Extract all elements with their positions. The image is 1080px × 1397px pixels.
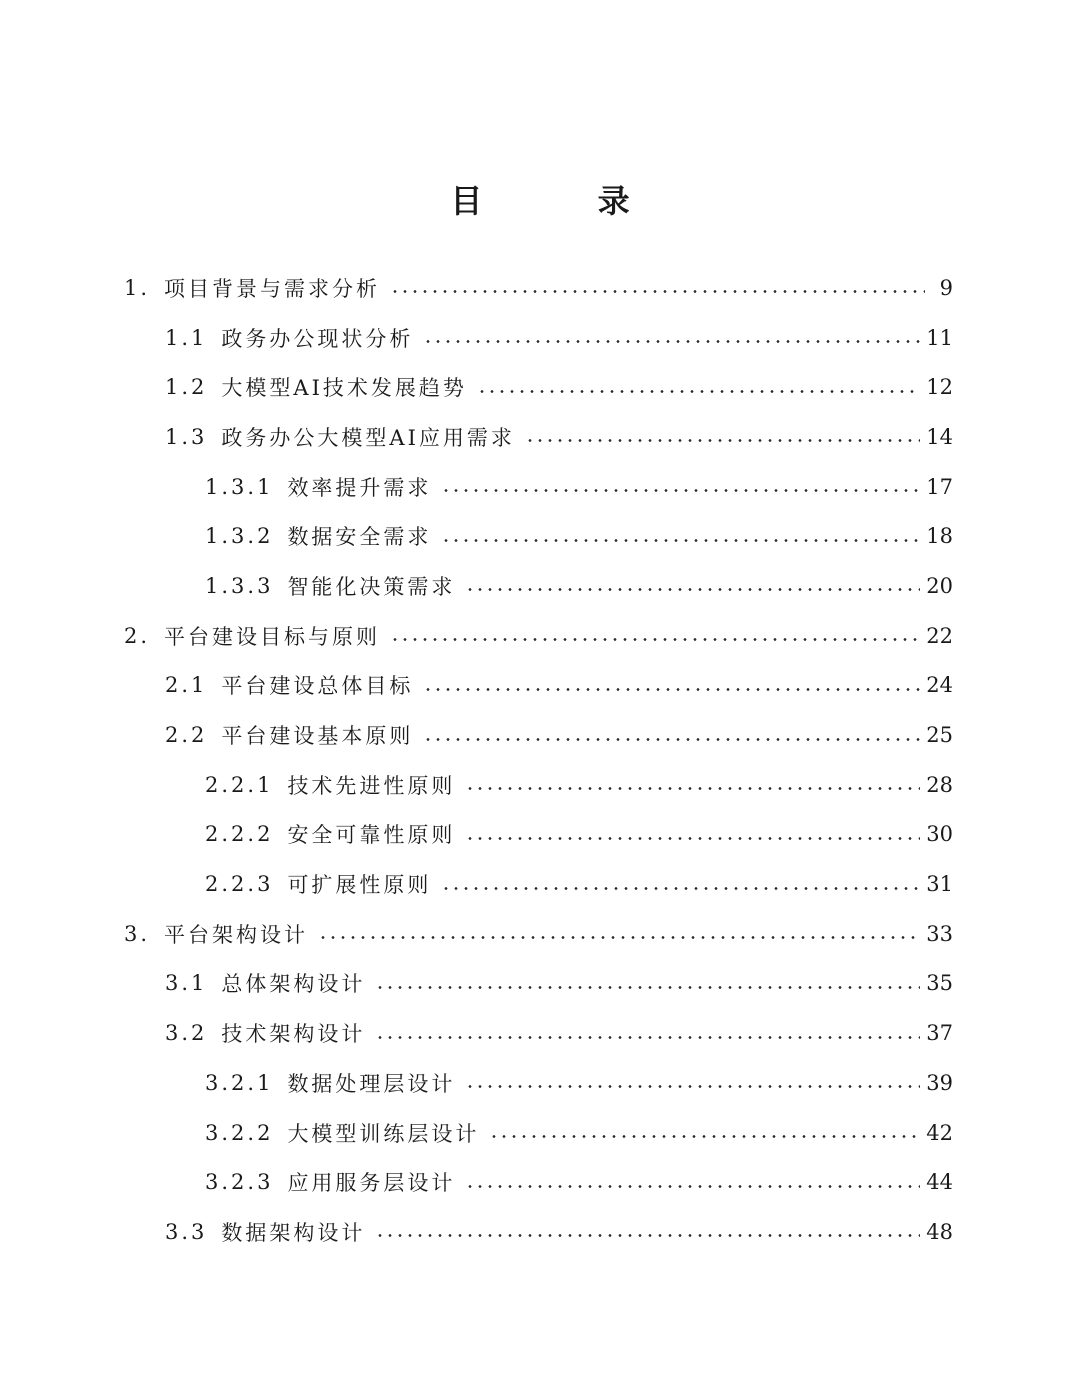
toc-entry-number: 1.3.2 (205, 524, 274, 549)
toc-entry-title: 数据处理层设计 (287, 1071, 456, 1096)
toc-entry[interactable] (0, 1008, 1080, 1058)
dot-leader (318, 936, 920, 939)
dot-leader (375, 986, 920, 989)
toc-entry-number: 3.3 (165, 1219, 208, 1244)
toc-entry[interactable] (0, 1108, 1080, 1158)
toc-entry-title: 大模型AI技术发展趋势 (221, 376, 467, 401)
toc-page-number: 44 (926, 1170, 953, 1195)
toc-entry-title: 平台建设基本原则 (221, 724, 414, 749)
toc-entry-title: 效率提升需求 (287, 475, 432, 500)
toc-entry-title: 可扩展性原则 (287, 873, 432, 898)
dot-leader (441, 887, 920, 890)
dot-leader (423, 340, 920, 343)
toc-entry[interactable] (0, 412, 1080, 462)
toc-entry-title: 平台建设目标与原则 (164, 624, 381, 649)
toc-entry-number: 2.1 (165, 673, 208, 698)
toc-entry-number: 1.1 (165, 325, 208, 350)
toc-title: 目 录 (450, 182, 682, 221)
toc-entry[interactable] (0, 611, 1080, 661)
dot-leader (477, 390, 920, 393)
toc-entry-number: 1. (124, 275, 151, 300)
toc-entry-number: 2.2.3 (205, 872, 274, 897)
dot-leader (423, 738, 920, 741)
dot-leader (465, 1185, 920, 1188)
dot-leader (423, 688, 920, 691)
toc-page-number: 14 (926, 424, 953, 449)
dot-leader (465, 787, 920, 790)
toc-page-number: 39 (926, 1070, 953, 1095)
toc-entry-title: 安全可靠性原则 (287, 823, 456, 848)
toc-page-number: 20 (926, 573, 953, 598)
toc-entry-title: 大模型训练层设计 (287, 1121, 480, 1146)
toc-entry-title: 政务办公大模型AI应用需求 (221, 425, 515, 450)
toc-page-number: 24 (926, 673, 953, 698)
dot-leader (441, 539, 920, 542)
toc-page-number: 22 (926, 623, 953, 648)
toc-entry-number: 2.2 (165, 723, 208, 748)
toc-entry[interactable] (0, 710, 1080, 760)
toc-page-number: 12 (926, 375, 953, 400)
toc-entry-number: 2.2.1 (205, 772, 274, 797)
toc-entry-number: 3.2 (165, 1021, 208, 1046)
toc-entry[interactable] (0, 561, 1080, 611)
dot-leader (390, 638, 920, 641)
toc-entry[interactable] (0, 661, 1080, 711)
dot-leader (375, 1036, 920, 1039)
toc-entry-number: 3.2.1 (205, 1070, 274, 1095)
toc-entry-title: 平台建设总体目标 (221, 674, 414, 699)
toc-entry[interactable] (0, 959, 1080, 1009)
toc-entry-title: 政务办公现状分析 (221, 326, 414, 351)
toc-page-number: 42 (926, 1120, 953, 1145)
toc-page-number: 28 (926, 772, 953, 797)
toc-entry[interactable] (0, 909, 1080, 959)
dot-leader (465, 837, 920, 840)
toc-entry[interactable] (0, 1058, 1080, 1108)
dot-leader (489, 1135, 920, 1138)
toc-entry[interactable] (0, 859, 1080, 909)
toc-page-number: 35 (926, 971, 953, 996)
toc-entry-title: 总体架构设计 (221, 972, 366, 997)
toc-entry[interactable] (0, 313, 1080, 363)
toc-page-number: 30 (926, 822, 953, 847)
toc-page-number: 33 (926, 921, 953, 946)
toc-entry-number: 2.2.2 (205, 822, 274, 847)
toc-entry-title: 技术架构设计 (221, 1022, 366, 1047)
toc-entry-number: 1.3.3 (205, 573, 274, 598)
toc-entry[interactable] (0, 1207, 1080, 1257)
toc-page-number: 17 (926, 474, 953, 499)
toc-entry[interactable] (0, 511, 1080, 561)
toc-entry-number: 3.2.2 (205, 1120, 274, 1145)
toc-entry-title: 技术先进性原则 (287, 773, 456, 798)
dot-leader (465, 588, 920, 591)
toc-page-number: 9 (939, 275, 953, 300)
toc-entry-number: 3.1 (165, 971, 208, 996)
toc-entry-title: 应用服务层设计 (287, 1171, 456, 1196)
dot-leader (465, 1085, 920, 1088)
toc-entry-title: 项目背景与需求分析 (164, 276, 381, 301)
toc-entry-number: 1.3.1 (205, 474, 274, 499)
toc-list (0, 263, 1080, 1257)
toc-page-number: 11 (926, 325, 953, 350)
toc-entry[interactable] (0, 760, 1080, 810)
toc-page-number: 31 (926, 872, 953, 897)
toc-entry-number: 1.3 (165, 424, 208, 449)
toc-entry-title: 平台架构设计 (164, 922, 309, 947)
toc-entry-title: 智能化决策需求 (287, 574, 456, 599)
toc-entry[interactable] (0, 1157, 1080, 1207)
toc-entry-title: 数据安全需求 (287, 525, 432, 550)
dot-leader (390, 290, 925, 293)
toc-entry[interactable] (0, 263, 1080, 313)
dot-leader (441, 489, 920, 492)
toc-entry-number: 2. (124, 623, 151, 648)
toc-page-number: 37 (926, 1021, 953, 1046)
toc-entry[interactable] (0, 362, 1080, 412)
toc-entry-number: 3. (124, 921, 151, 946)
toc-page-number: 18 (926, 524, 953, 549)
dot-leader (525, 439, 920, 442)
toc-entry-number: 3.2.3 (205, 1170, 274, 1195)
toc-entry-number: 1.2 (165, 375, 208, 400)
toc-entry[interactable] (0, 810, 1080, 860)
toc-entry-title: 数据架构设计 (221, 1220, 366, 1245)
dot-leader (375, 1234, 920, 1237)
toc-page-number: 48 (926, 1219, 953, 1244)
toc-page-number: 25 (926, 723, 953, 748)
toc-entry[interactable] (0, 462, 1080, 512)
